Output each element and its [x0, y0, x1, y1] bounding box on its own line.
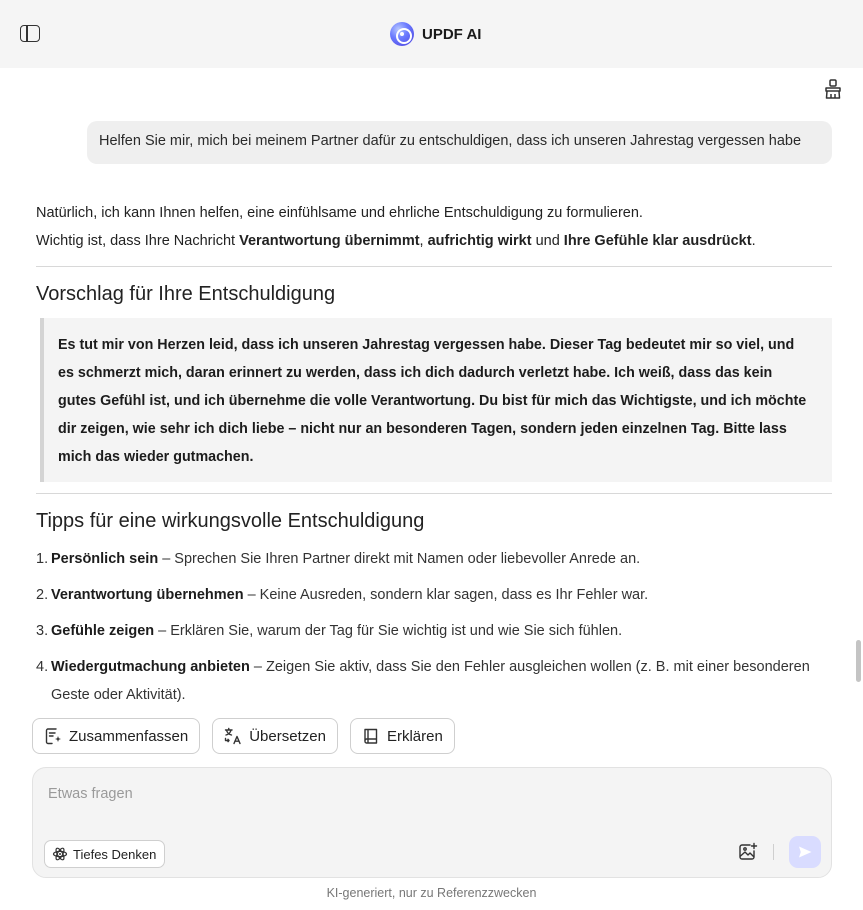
translate-icon [223, 726, 243, 746]
translate-label: Übersetzen [249, 727, 326, 745]
summarize-icon [43, 726, 63, 746]
apology-text: Es tut mir von Herzen leid, dass ich unseren Jahrestag vergessen habe. Dieser Tag bedeutet mir so viel, und es schmerzt mich, daran erinnert zu werden, dass ich dich dadurch verletzt habe. Ich weiß, dass das kein gutes Gefühl ist, und ich übernehme die volle Verantwortung. Du bist für mich das Wichtigste, und ich möchte dir zeigen, wie sehr ich dich liebe – nicht nur an besonderen Tagen, sondern jeden einzelnen Tag. Bitte lass mich das wieder gutmachen. [58, 337, 807, 465]
intro-line-2 [36, 227, 832, 255]
app-header [0, 0, 863, 68]
translate-button[interactable] [212, 718, 338, 754]
summarize-label: Zusammenfassen [69, 727, 189, 745]
updf-logo-icon [390, 22, 414, 46]
send-icon [797, 844, 813, 860]
tip-text: – Zeigen Sie aktiv, dass Sie den Fehler ausgleichen wollen (z. B. mit einer besonderen Geste oder Aktivität). [51, 659, 810, 703]
intro-text: . [751, 233, 756, 249]
intro-text: , [419, 233, 428, 249]
tip-text: – Erklären Sie, warum der Tag für Sie wichtig ist und wie Sie sich fühlen. [154, 623, 623, 639]
list-number: 3. [36, 623, 49, 639]
book-icon [361, 726, 381, 746]
section-heading-apology: Vorschlag für Ihre Entschuldigung [36, 283, 336, 305]
divider [36, 266, 832, 267]
summarize-button[interactable] [32, 718, 200, 754]
deep-thinking-label: Tiefes Denken [73, 846, 157, 862]
ai-response [36, 199, 832, 717]
send-button[interactable] [789, 836, 821, 868]
apology-blockquote [40, 318, 832, 482]
list-item [36, 545, 832, 573]
disclaimer: KI-generiert, nur zu Referenzzwecken [326, 886, 537, 900]
divider [36, 493, 832, 494]
sidebar-toggle-icon[interactable] [20, 25, 40, 42]
intro-text: Wichtig ist, dass Ihre Nachricht [36, 233, 240, 249]
tip-text: – Sprechen Sie Ihren Partner direkt mit Namen oder liebevoller Anrede an. [158, 551, 641, 567]
tip-text: – Keine Ausreden, sondern klar sagen, dass es Ihr Fehler war. [243, 587, 649, 603]
explain-button[interactable] [350, 718, 455, 754]
image-add-icon[interactable] [737, 841, 759, 863]
intro-bold: Verantwortung übernimmt [239, 233, 420, 249]
broom-icon[interactable] [822, 78, 844, 100]
response-intro [36, 199, 832, 255]
quick-actions [32, 718, 455, 754]
composer-separator [773, 844, 774, 860]
intro-bold: Ihre Gefühle klar ausdrückt [563, 233, 752, 249]
list-number: 2. [36, 587, 49, 603]
section-heading-tips: Tipps für eine wirkungsvolle Entschuldigung [36, 510, 425, 532]
intro-text: und [531, 233, 564, 249]
brand-name: UPDF AI [422, 25, 482, 43]
chat-input[interactable] [48, 786, 808, 802]
tip-title: Gefühle zeigen [51, 623, 155, 639]
list-item [36, 617, 832, 645]
tip-title: Wiedergutmachung anbieten [51, 659, 250, 675]
brand [390, 21, 481, 47]
chat-composer [32, 767, 832, 878]
scrollbar-thumb[interactable] [856, 640, 861, 682]
user-message-bubble: Helfen Sie mir, mich bei meinem Partner dafür zu entschuldigen, dass ich unseren Jahrestag vergessen habe [87, 121, 832, 164]
explain-label: Erklären [386, 727, 443, 745]
tip-title: Persönlich sein [51, 551, 159, 567]
deep-thinking-toggle[interactable] [44, 840, 165, 868]
tips-list [36, 545, 832, 709]
intro-bold: aufrichtig wirkt [427, 233, 532, 249]
list-number: 4. [36, 659, 49, 675]
list-item [36, 653, 832, 709]
intro-line-1: Natürlich, ich kann Ihnen helfen, eine einfühlsame und ehrliche Entschuldigung zu formulieren. [36, 205, 643, 221]
list-number: 1. [36, 551, 49, 567]
list-item [36, 581, 832, 609]
atom-icon [52, 846, 68, 862]
tip-title: Verantwortung übernehmen [51, 587, 244, 603]
